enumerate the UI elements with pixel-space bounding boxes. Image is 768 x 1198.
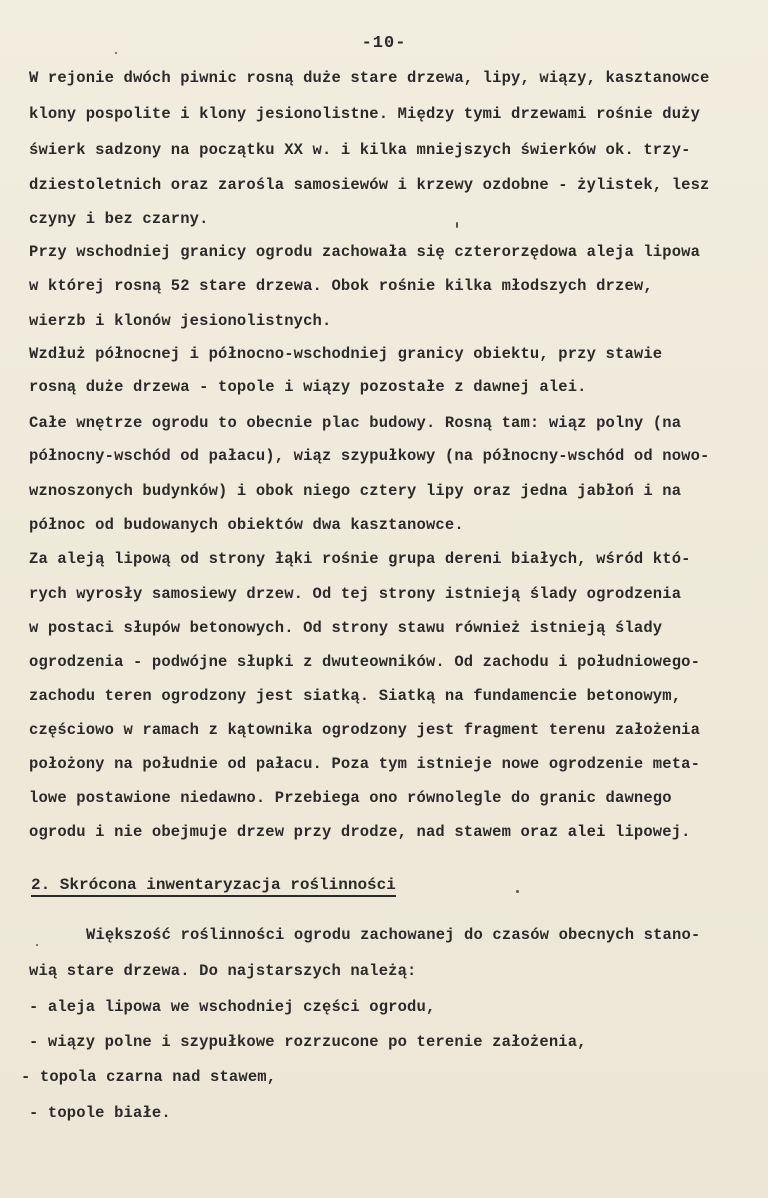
- paragraph-line: rych wyrosły samosiewy drzew. Od tej strony istnieją ślady ogrodzenia: [29, 585, 682, 603]
- paragraph-line: Za aleją lipową od strony łąki rośnie grupa dereni białych, wśród któ-: [29, 550, 691, 568]
- paragraph-line: wznoszonych budynków) i obok niego cztery lipy oraz jedna jabłoń i na: [29, 482, 682, 500]
- section-body-line: wią stare drzewa. Do najstarszych należą:: [29, 962, 417, 980]
- paragraph-line: położony na południe od pałacu. Poza tym istnieje nowe ogrodzenie meta-: [29, 755, 701, 773]
- paragraph-line: Przy wschodniej granicy ogrodu zachowała się czterorzędowa aleja lipowa: [29, 243, 701, 261]
- paragraph-line: świerk sadzony na początku XX w. i kilka mniejszych świerków ok. trzy-: [29, 141, 691, 159]
- paragraph-line: dziestoletnich oraz zarośla samosiewów i krzewy ozdobne - żylistek, lesz: [29, 176, 710, 194]
- page-number: -10-: [361, 34, 407, 53]
- paragraph-line: lowe postawione niedawno. Przebiega ono równolegle do granic dawnego: [29, 789, 672, 807]
- paper-speck: [115, 52, 117, 54]
- paragraph-line: zachodu teren ogrodzony jest siatką. Siatką na fundamencie betonowym,: [29, 687, 682, 705]
- paragraph-line: W rejonie dwóch piwnic rosną duże stare drzewa, lipy, wiązy, kasztanowce: [29, 69, 710, 87]
- paragraph-line: w której rosną 52 stare drzewa. Obok rośnie kilka młodszych drzew,: [29, 277, 653, 295]
- section-heading: 2. Skrócona inwentaryzacja roślinności: [31, 876, 396, 897]
- paragraph-line: północ od budowanych obiektów dwa kasztanowce.: [29, 516, 464, 534]
- list-item: - topola czarna nad stawem,: [21, 1068, 277, 1086]
- paragraph-line: częściowo w ramach z kątownika ogrodzony jest fragment terenu założenia: [29, 721, 701, 739]
- list-item: - wiązy polne i szypułkowe rozrzucone po terenie założenia,: [29, 1033, 587, 1051]
- paper-speck: [36, 944, 38, 946]
- paragraph-line: ogrodzenia - podwójne słupki z dwuteowników. Od zachodu i południowego-: [29, 653, 701, 671]
- paragraph-line: rosną duże drzewa - topole i wiązy pozostałe z dawnej alei.: [29, 378, 587, 396]
- paragraph-line: ogrodu i nie obejmuje drzew przy drodze, nad stawem oraz alei lipowej.: [29, 823, 691, 841]
- paragraph-line: klony pospolite i klony jesionolistne. Między tymi drzewami rośnie duży: [29, 105, 701, 123]
- paragraph-line: północny-wschód od pałacu), wiąz szypułkowy (na północny-wschód od nowo-: [29, 447, 710, 465]
- section-body-line: Większość roślinności ogrodu zachowanej do czasów obecnych stano-: [86, 926, 701, 944]
- paper-speck: [456, 222, 458, 228]
- paragraph-line: czyny i bez czarny.: [29, 210, 209, 228]
- paper-speck: [516, 890, 519, 893]
- paragraph-line: Całe wnętrze ogrodu to obecnie plac budowy. Rosną tam: wiąz polny (na: [29, 414, 682, 432]
- paragraph-line: w postaci słupów betonowych. Od strony stawu również istnieją ślady: [29, 619, 663, 637]
- paragraph-line: Wzdłuż północnej i północno-wschodniej granicy obiektu, przy stawie: [29, 345, 663, 363]
- list-item: - aleja lipowa we wschodniej części ogrodu,: [29, 998, 436, 1016]
- paragraph-line: wierzb i klonów jesionolistnych.: [29, 312, 332, 330]
- list-item: - topole białe.: [29, 1104, 171, 1122]
